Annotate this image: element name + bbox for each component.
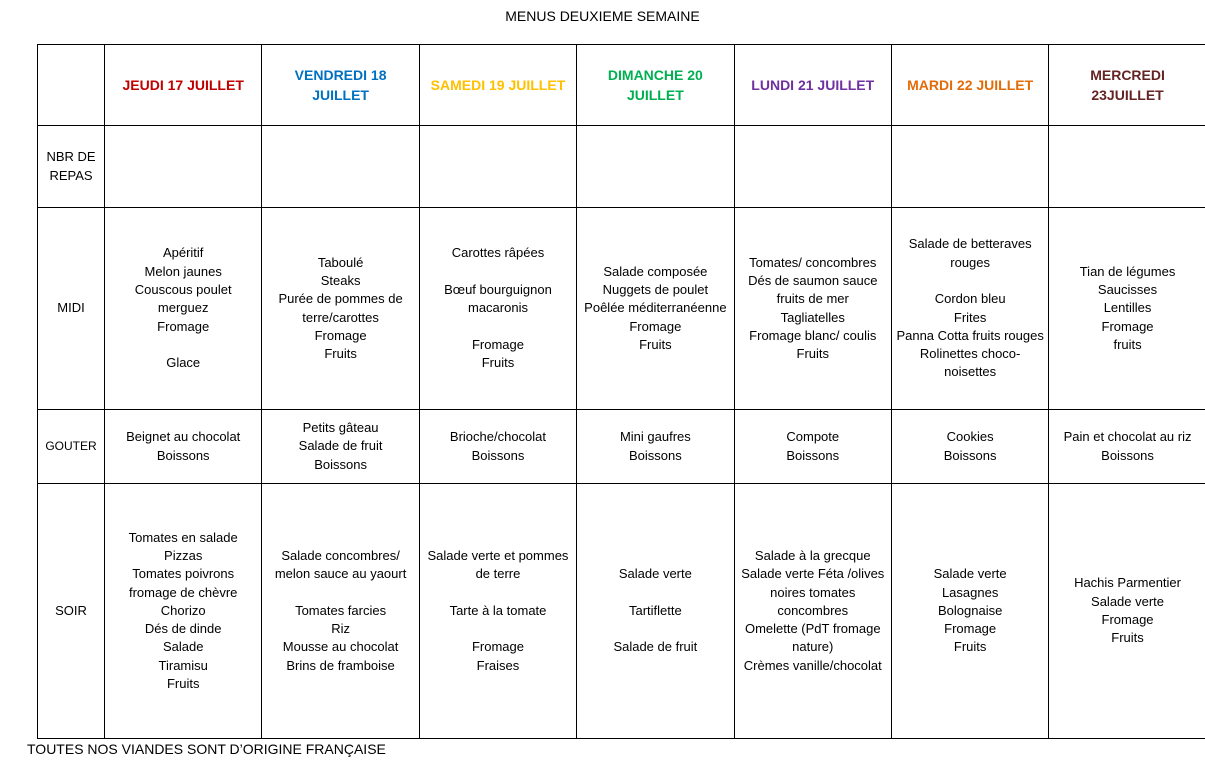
soir-menu-line: Chorizo [160,602,206,618]
midi-cell [105,208,262,410]
gouter-cell [262,410,419,484]
gouter-menu-line: Boissons [156,447,210,463]
soir-menu-line: Mousse au chocolat [282,639,399,655]
midi-cell [577,208,734,410]
midi-menu-line: Nuggets de poulet [602,282,709,298]
soir-menu-line: Tiramisu [158,657,208,673]
gouter-cell [105,410,262,484]
midi-cell [419,208,576,410]
nbr-repas-row [38,126,1205,208]
row-label-line: NBR DE [46,149,96,165]
nbr-repas-cell [105,126,262,208]
soir-menu-line: Fruits [1111,630,1144,646]
midi-menu-line: Melon jaunes [144,263,222,279]
midi-menu-line: Tagliatelles [780,309,845,325]
footer-note: TOUTES NOS VIANDES SONT D’ORIGINE FRANÇAISE [27,741,386,757]
soir-menu-line: Brins de framboise [286,657,395,673]
day-header-5 [734,45,891,126]
midi-menu-line: Carottes râpées [451,245,545,261]
soir-menu-line: Salade à la grecque [754,547,871,563]
row-label-line: REPAS [49,167,93,183]
gouter-menu-line: Boissons [786,447,840,463]
midi-menu-line [896,272,1044,290]
nbr-repas-cell [419,126,576,208]
soir-menu-line: Salade verte [618,566,692,582]
midi-menu-line: Purée de pommes de terre/carottes [278,291,403,325]
soir-menu-line: Fruits [953,639,987,655]
soir-menu-line: Tomates farcies [295,602,387,618]
nbr-repas-cell [734,126,891,208]
soir-menu-line: Salade verte [933,566,1007,582]
soir-menu-line: Bolognaise [937,602,1003,618]
midi-cell [734,208,891,410]
soir-menu-line [581,620,729,638]
soir-menu-line: Lasagnes [941,584,999,600]
soir-menu-line: Crèmes vanille/chocolat [743,657,882,673]
day-name: MERCREDI 23JUILLET [1090,67,1165,103]
soir-menu-line: Fraises [476,657,520,673]
midi-cell [891,208,1048,410]
midi-menu-line: Apéritif [162,245,204,261]
gouter-cell [891,410,1048,484]
midi-menu-line: Steaks [320,272,361,288]
day-name: MARDI 22 JUILLET [907,77,1034,93]
soir-menu-line: Fromage [471,639,524,655]
midi-cell [262,208,419,410]
midi-cell [1049,208,1205,410]
day-name: LUNDI 21 JUILLET [751,77,875,93]
midi-menu-line: Fruits [639,336,672,352]
soir-cell [891,484,1048,739]
soir-menu-line: Salade verte [1091,593,1165,609]
midi-menu-line: Poêlée méditerranéenne [584,300,727,316]
midi-menu-line: Rolinettes choco-noisettes [919,346,1021,380]
soir-menu-line: Fromage [1101,612,1154,627]
midi-menu-line: Fromage blanc/ coulis [749,327,877,343]
gouter-cell [1049,410,1205,484]
soir-menu-line: Omelette (PdT fromage nature) [744,621,881,655]
midi-menu-line: Fruits [324,346,357,362]
soir-cell [577,484,734,739]
row-label-soir: SOIR [38,484,105,739]
soir-menu-line: Salade verte et pommes de terre [427,547,569,582]
menu-table [37,44,1205,739]
midi-menu-line: Cordon bleu [934,291,1006,307]
gouter-menu-line: Boissons [628,447,682,463]
midi-menu-line: fruits [1113,336,1142,352]
header-row [38,45,1205,126]
gouter-menu-line: Pain et chocolat au riz [1063,429,1192,445]
midi-menu-line: Salade de betteraves rouges [908,236,1032,270]
midi-menu-line [424,318,572,336]
day-header-7 [1049,45,1205,126]
midi-menu-line: Tian de légumes [1079,263,1176,279]
soir-menu-line: Fromage [944,621,997,637]
row-label-gouter: GOUTER [38,410,105,484]
soir-menu-line: Tarte à la tomate [449,602,547,618]
day-header-6 [891,45,1048,126]
midi-menu-line: Tomates/ concombres [749,254,877,270]
nbr-repas-cell [262,126,419,208]
midi-menu-line: Frites [953,309,987,325]
midi-menu-line: Fromage [314,327,367,343]
midi-menu-line [424,263,572,281]
midi-menu-line: Lentilles [1103,300,1152,316]
midi-menu-line: Panna Cotta fruits rouges [896,327,1044,343]
gouter-cell [734,410,891,484]
soir-menu-line [424,584,572,602]
row-label-midi: MIDI [38,208,105,410]
soir-menu-line [581,584,729,602]
row-label-nbr-repas [38,126,105,208]
soir-menu-line: Tomates poivrons fromage de chèvre [128,566,238,600]
gouter-menu-line: Boissons [314,456,367,472]
day-name: DIMANCHE 20 JUILLET [607,67,703,103]
soir-cell [734,484,891,739]
midi-menu-line: Couscous poulet merguez [134,282,232,316]
midi-menu-line: Glace [166,355,201,371]
gouter-menu-line: Boissons [943,447,997,463]
soir-row [38,484,1205,739]
gouter-menu-line: Petits gâteau [302,420,379,436]
soir-cell [105,484,262,739]
midi-menu-line: Salade composée [603,263,708,279]
nbr-repas-cell [1049,126,1205,208]
day-name: SAMEDI 19 JUILLET [430,77,566,93]
day-header-1 [105,45,262,126]
soir-menu-line: Salade verte Féta /olives noires tomates concombres [741,566,885,618]
midi-menu-line: Fruits [796,346,829,362]
midi-menu-line: Fromage [629,318,682,334]
midi-menu-line: Bœuf bourguignon macaronis [444,282,552,316]
gouter-menu-line: Mini gaufres [619,429,691,445]
gouter-cell [419,410,576,484]
day-name: JEUDI 17 JUILLET [122,77,244,93]
day-header-3 [419,45,576,126]
midi-menu-line [109,336,257,354]
soir-menu-line: Pizzas [164,547,203,563]
soir-cell [1049,484,1205,739]
gouter-menu-line: Beignet au chocolat [126,429,241,445]
soir-menu-line: Riz [331,621,350,637]
gouter-menu-line: Boissons [1101,447,1154,463]
soir-menu-line: Salade [162,639,204,655]
midi-menu-line: Fromage [1101,318,1154,334]
soir-cell [419,484,576,739]
soir-menu-line [424,620,572,638]
gouter-menu-line: Brioche/chocolat [449,429,547,445]
midi-menu-line: Dés de saumon sauce fruits de mer [748,272,878,307]
day-header-2 [262,45,419,126]
midi-menu-line: Fruits [481,355,515,371]
soir-menu-line: Hachis Parmentier [1074,575,1181,591]
soir-menu-line: Fruits [166,676,200,692]
day-header-4 [577,45,734,126]
day-name: VENDREDI 18 JUILLET [294,67,387,103]
midi-menu-line: Fromage [471,336,524,352]
gouter-menu-line: Boissons [471,447,525,463]
gouter-menu-line: Salade de fruit [298,438,383,454]
corner-cell [38,45,105,126]
midi-menu-line: Fromage [157,318,210,334]
soir-menu-line: Salade concombres/ melon sauce au yaourt [274,547,407,582]
soir-cell [262,484,419,739]
gouter-menu-line: Cookies [946,429,994,445]
soir-menu-line: Dés de dinde [144,621,222,637]
midi-menu-line: Taboulé [317,254,364,270]
midi-menu-line: Saucisses [1097,282,1158,298]
soir-menu-line: Tomates en salade [128,529,238,545]
gouter-cell [577,410,734,484]
soir-menu-line: Tartiflette [628,602,682,618]
gouter-row [38,410,1205,484]
soir-menu-line [266,584,414,602]
soir-menu-line: Salade de fruit [613,639,698,655]
nbr-repas-cell [577,126,734,208]
page-title: MENUS DEUXIEME SEMAINE [505,8,700,24]
gouter-menu-line: Compote [786,429,840,445]
midi-row [38,208,1205,410]
nbr-repas-cell [891,126,1048,208]
